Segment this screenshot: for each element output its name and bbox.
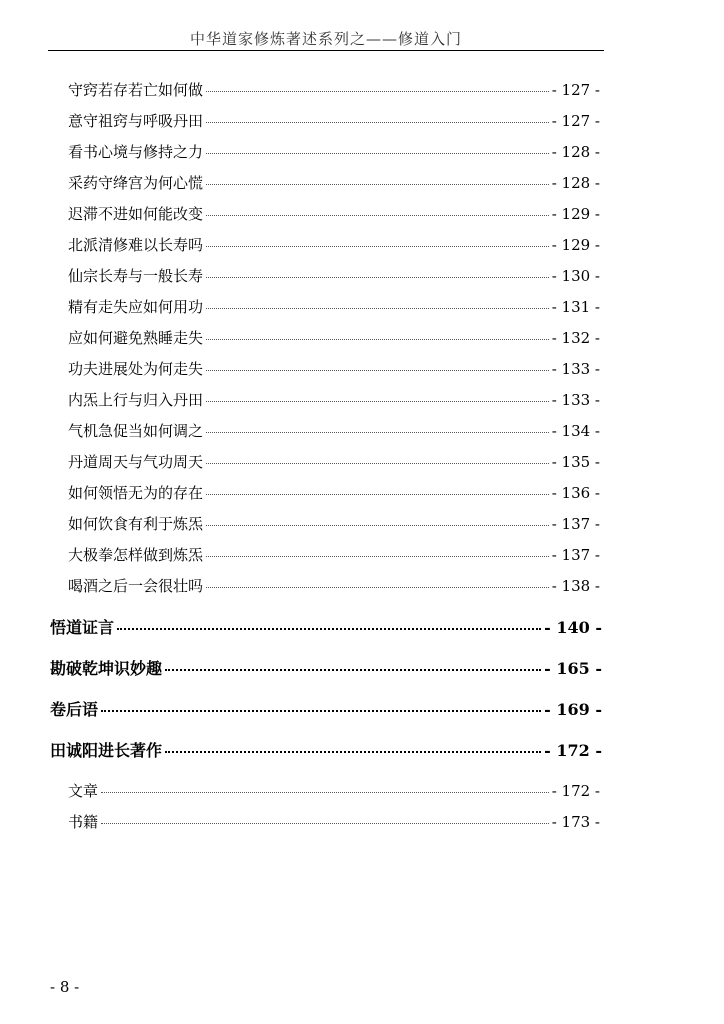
toc-entry[interactable] (68, 203, 600, 224)
toc-entry-page: - 133 - (551, 391, 600, 409)
toc-entry[interactable] (68, 811, 600, 832)
toc-entry-page: - 127 - (551, 112, 600, 130)
toc-chapter-page: - 165 - (544, 659, 602, 678)
toc-dot-leader (206, 369, 549, 371)
toc-dot-leader (206, 90, 549, 92)
toc-chapter-entry[interactable] (50, 697, 602, 720)
toc-entry-title: 大极拳怎样做到炼炁 (68, 546, 204, 564)
toc-entry-title: 书籍 (68, 813, 99, 831)
toc-entry[interactable] (68, 513, 600, 534)
toc-entry[interactable] (68, 234, 600, 255)
toc-dot-leader (206, 121, 549, 123)
toc-entry-page: - 135 - (551, 453, 600, 471)
toc-dot-leader (206, 245, 549, 247)
toc-chapter-page: - 172 - (544, 741, 602, 760)
toc-entry[interactable] (68, 358, 600, 379)
toc-entry-page: - 134 - (551, 422, 600, 440)
toc-entry[interactable] (68, 79, 600, 100)
toc-chapter-entry[interactable] (50, 615, 602, 638)
toc-entry-title: 仙宗长寿与一般长寿 (68, 267, 204, 285)
toc-entry-page: - 129 - (551, 205, 600, 223)
toc-entry[interactable] (68, 172, 600, 193)
toc-dot-leader (206, 524, 549, 526)
toc-entry-title: 如何领悟无为的存在 (68, 484, 204, 502)
toc-entry-title: 丹道周天与气功周天 (68, 453, 204, 471)
toc-dot-leader (206, 462, 549, 464)
toc-entry-title: 北派清修难以长寿吗 (68, 236, 204, 254)
toc-dot-leader (206, 214, 549, 216)
toc-entry[interactable] (68, 482, 600, 503)
toc-dot-leader (206, 555, 549, 557)
toc-entry-page: - 137 - (551, 515, 600, 533)
toc-entry-title: 内炁上行与归入丹田 (68, 391, 204, 409)
toc-entry-page: - 172 - (551, 782, 600, 800)
toc-dot-leader (206, 586, 549, 588)
toc-dot-leader (117, 627, 541, 630)
toc-dot-leader (206, 493, 549, 495)
page-number: - 8 - (50, 978, 80, 996)
toc-entry[interactable] (68, 110, 600, 131)
toc-entry-page: - 132 - (551, 329, 600, 347)
toc-dot-leader (101, 791, 549, 793)
header-rule (48, 50, 604, 51)
toc-entry-page: - 173 - (551, 813, 600, 831)
toc-entry-page: - 136 - (551, 484, 600, 502)
toc-entry[interactable] (68, 296, 600, 317)
toc-dot-leader (165, 668, 541, 671)
toc-chapter-page: - 169 - (544, 700, 602, 719)
toc-entry[interactable] (68, 780, 600, 801)
toc-dot-leader (101, 822, 549, 824)
toc-entry-title: 迟滞不进如何能改变 (68, 205, 204, 223)
toc-chapter-title: 卷后语 (50, 700, 99, 719)
toc-chapter-title: 悟道证言 (50, 618, 115, 637)
toc-entry-page: - 130 - (551, 267, 600, 285)
toc-entry[interactable] (68, 265, 600, 286)
toc-chapter-page: - 140 - (544, 618, 602, 637)
toc-entry-page: - 127 - (551, 81, 600, 99)
toc-dot-leader (206, 307, 549, 309)
toc-entry-title: 应如何避免熟睡走失 (68, 329, 204, 347)
running-header: 中华道家修炼著述系列之——修道入门 (189, 30, 462, 48)
toc-entry-title: 看书心境与修持之力 (68, 143, 204, 161)
toc-chapter-title: 勘破乾坤识妙趣 (50, 659, 163, 678)
toc-entry-title: 守窍若存若亡如何做 (68, 81, 204, 99)
toc-dot-leader (165, 750, 541, 753)
toc-entry[interactable] (68, 420, 600, 441)
toc-entry-page: - 128 - (551, 143, 600, 161)
toc-entry[interactable] (68, 544, 600, 565)
toc-chapter-entry[interactable] (50, 738, 602, 761)
toc-dot-leader (206, 338, 549, 340)
toc-chapter-title: 田诚阳进长著作 (50, 741, 163, 760)
toc-dot-leader (206, 400, 549, 402)
toc-entry-page: - 128 - (551, 174, 600, 192)
toc-entry-page: - 138 - (551, 577, 600, 595)
toc-chapter-entry[interactable] (50, 656, 602, 679)
toc-dot-leader (101, 709, 541, 712)
toc-entry-page: - 131 - (551, 298, 600, 316)
toc-entry[interactable] (68, 327, 600, 348)
toc-entry[interactable] (68, 575, 600, 596)
toc-entry-title: 功夫进展处为何走失 (68, 360, 204, 378)
toc-entry[interactable] (68, 389, 600, 410)
toc-dot-leader (206, 431, 549, 433)
toc-entry-title: 如何饮食有利于炼炁 (68, 515, 204, 533)
toc-entry-title: 文章 (68, 782, 99, 800)
toc-entry-page: - 133 - (551, 360, 600, 378)
toc-entry-title: 精有走失应如何用功 (68, 298, 204, 316)
toc-entry-page: - 137 - (551, 546, 600, 564)
toc-entry-page: - 129 - (551, 236, 600, 254)
toc-entry-title: 意守祖窍与呼吸丹田 (68, 112, 204, 130)
toc-entry-title: 喝酒之后一会很壮吗 (68, 577, 204, 595)
toc-entry[interactable] (68, 141, 600, 162)
toc-dot-leader (206, 183, 549, 185)
toc-dot-leader (206, 276, 549, 278)
toc-entry[interactable] (68, 451, 600, 472)
toc-dot-leader (206, 152, 549, 154)
toc-entry-title: 采药守绛宫为何心慌 (68, 174, 204, 192)
toc-entry-title: 气机急促当如何调之 (68, 422, 204, 440)
